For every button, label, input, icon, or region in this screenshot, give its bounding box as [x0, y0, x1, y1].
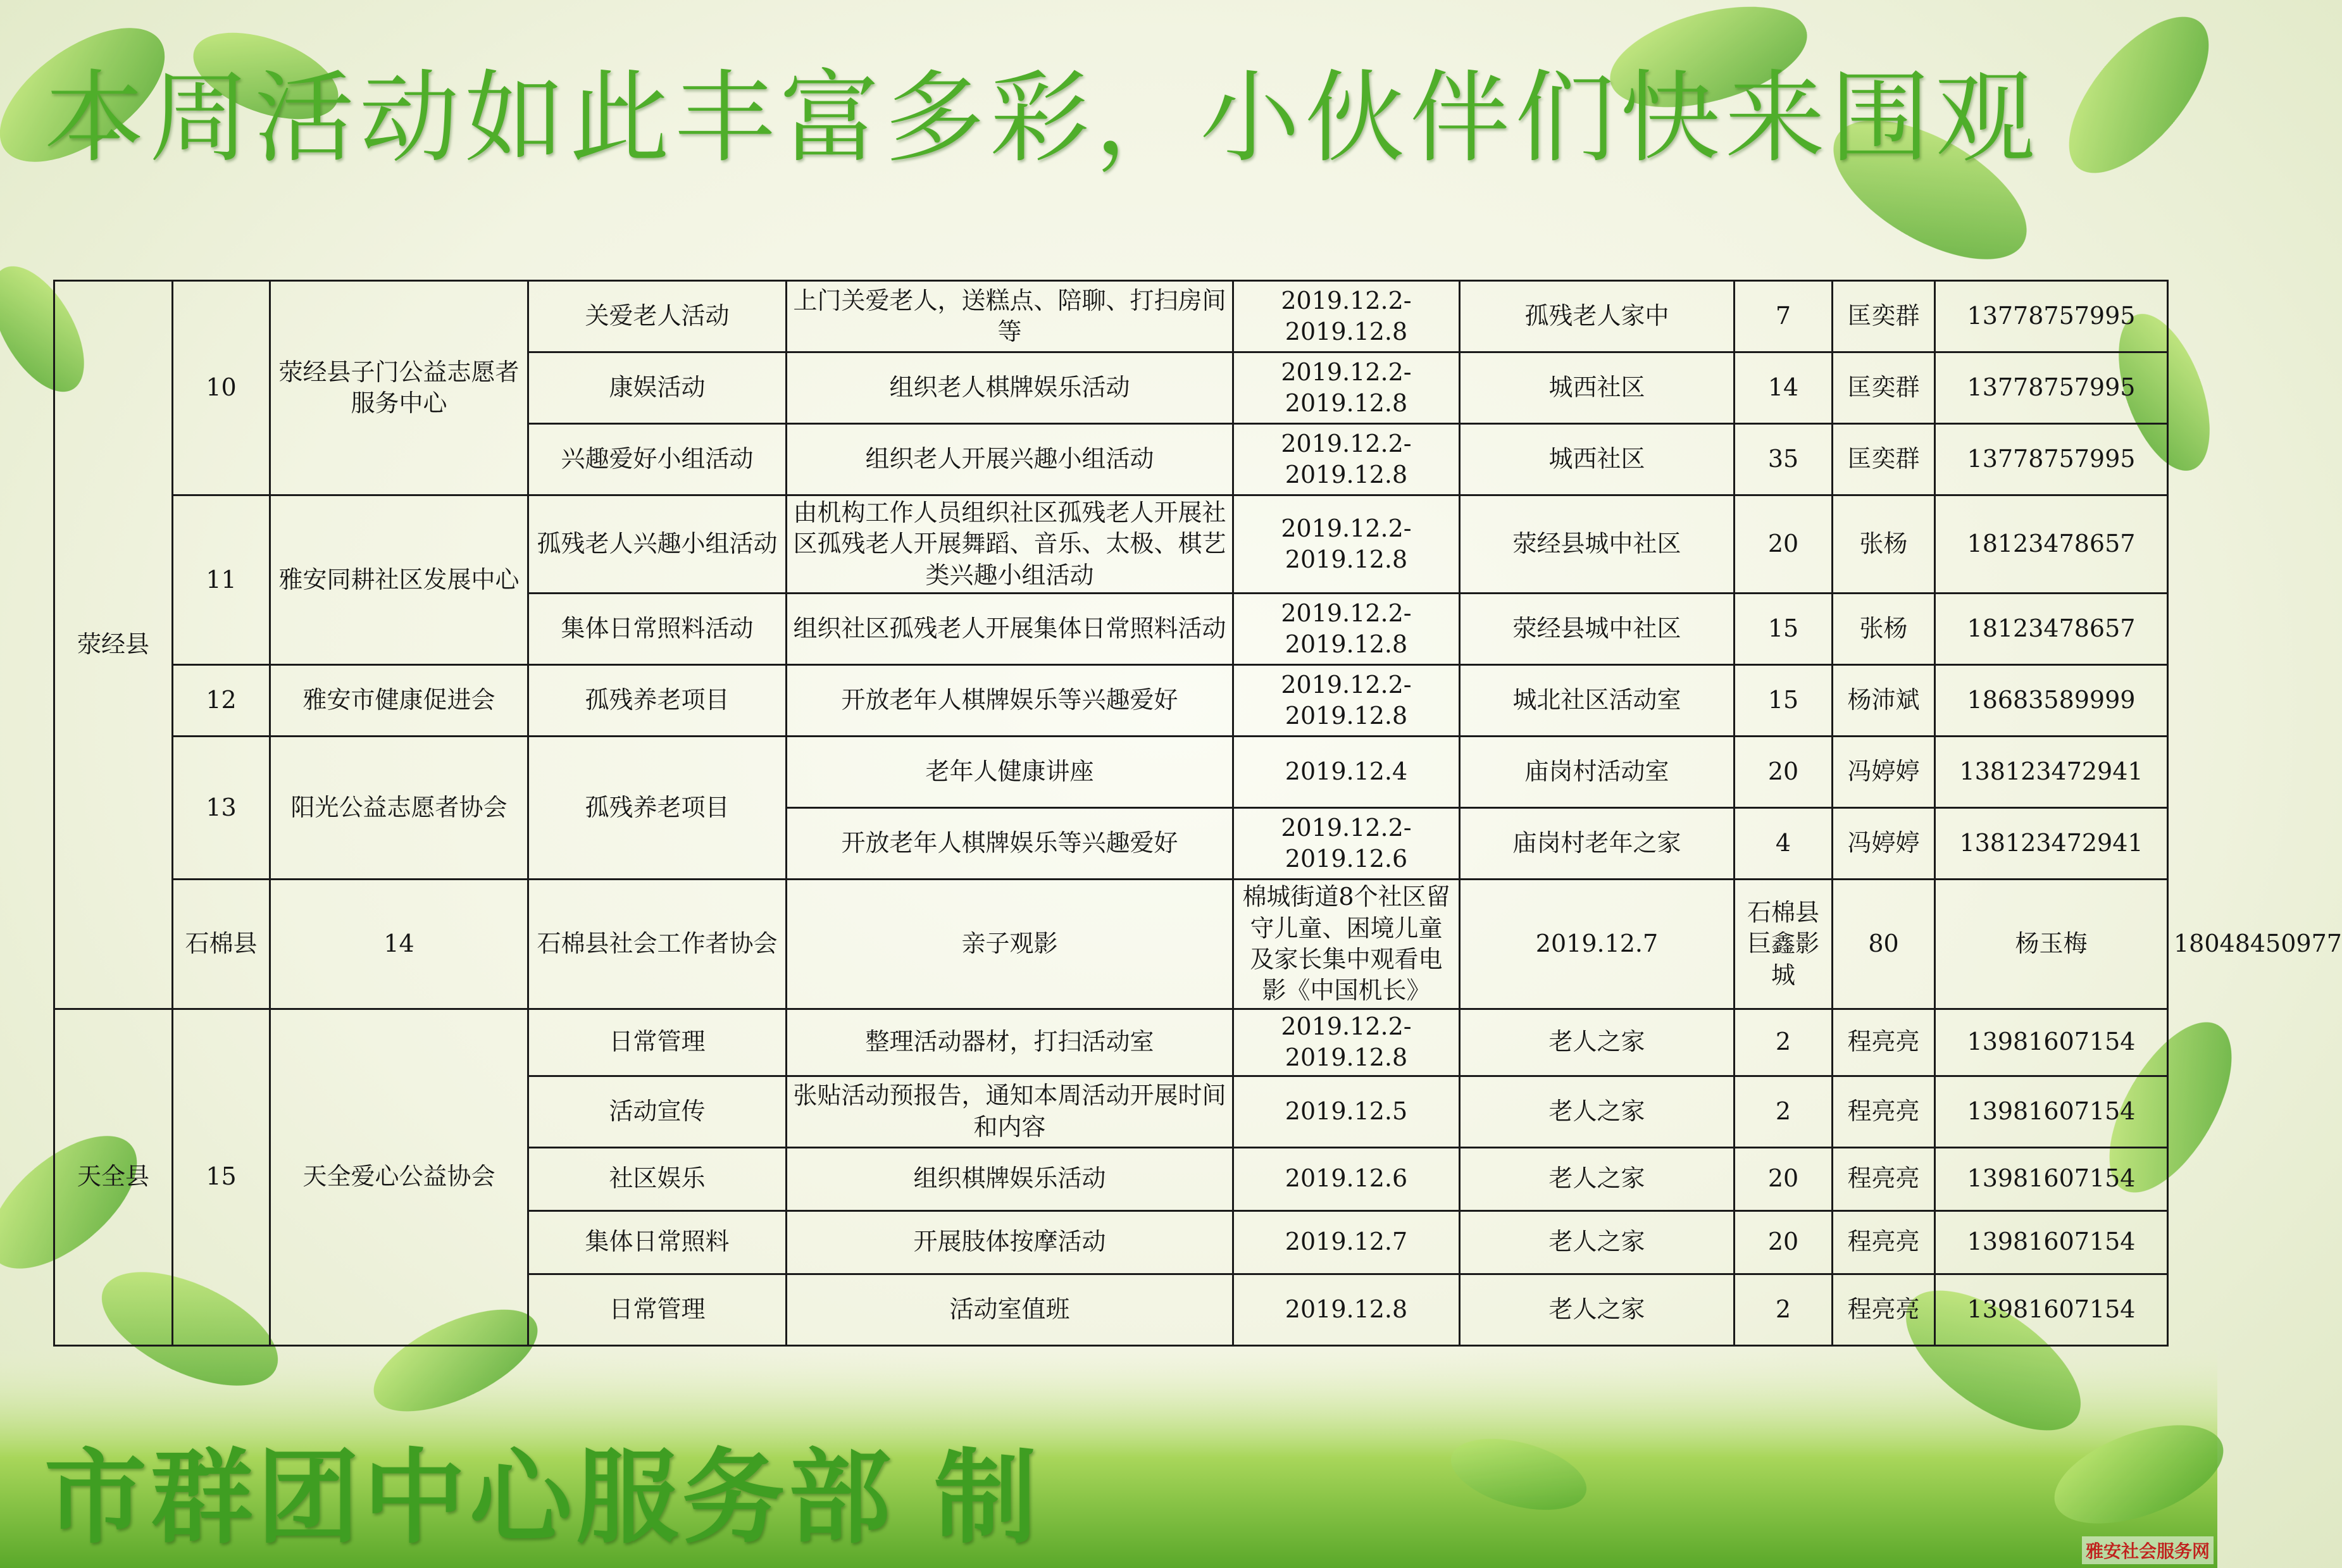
contact-person-cell: 张杨	[1833, 495, 1935, 594]
contact-person-cell: 匡奕群	[1833, 281, 1935, 352]
county-cell: 天全县	[54, 1009, 173, 1345]
contact-person-cell: 冯婷婷	[1833, 808, 1935, 880]
project-cell: 活动宣传	[528, 1076, 787, 1147]
participant-count-cell: 4	[1735, 808, 1833, 880]
date-cell: 2019.12.2-2019.12.8	[1233, 1009, 1460, 1076]
content-cell: 张贴活动预报告，通知本周活动开展时间和内容	[787, 1076, 1233, 1147]
project-cell: 兴趣爱好小组活动	[528, 424, 787, 495]
place-cell: 庙岗村老年之家	[1460, 808, 1735, 880]
contact-person-cell: 冯婷婷	[1833, 737, 1935, 808]
date-cell: 2019.12.8	[1233, 1274, 1460, 1345]
phone-cell: 13981607154	[1935, 1009, 2168, 1076]
content-cell: 棉城街道8个社区留守儿童、困境儿童及家长集中观看电影《中国机长》	[1233, 880, 1460, 1009]
contact-person-cell: 匡奕群	[1833, 352, 1935, 424]
project-cell: 康娱活动	[528, 352, 787, 424]
project-cell: 亲子观影	[787, 880, 1233, 1009]
contact-person-cell: 张杨	[1833, 594, 1935, 665]
organization-cell: 阳光公益志愿者协会	[270, 737, 528, 880]
organization-cell: 荥经县子门公益志愿者服务中心	[270, 281, 528, 495]
content-cell: 组织老人开展兴趣小组活动	[787, 424, 1233, 495]
project-cell: 日常管理	[528, 1009, 787, 1076]
contact-person-cell: 程亮亮	[1833, 1147, 1935, 1210]
content-cell: 活动室值班	[787, 1274, 1233, 1345]
table-row	[54, 281, 2168, 352]
activity-schedule-table	[53, 280, 2342, 1347]
contact-person-cell: 杨玉梅	[1935, 880, 2168, 1009]
participant-count-cell: 15	[1735, 665, 1833, 737]
place-cell: 老人之家	[1460, 1076, 1735, 1147]
project-cell: 日常管理	[528, 1274, 787, 1345]
content-cell: 老年人健康讲座	[787, 737, 1233, 808]
phone-cell: 138123472941	[1935, 808, 2168, 880]
project-cell: 集体日常照料活动	[528, 594, 787, 665]
date-cell: 2019.12.7	[1460, 880, 1735, 1009]
participant-count-cell: 2	[1735, 1274, 1833, 1345]
date-cell: 2019.12.5	[1233, 1076, 1460, 1147]
phone-cell: 13981607154	[1935, 1274, 2168, 1345]
contact-person-cell: 程亮亮	[1833, 1076, 1935, 1147]
phone-cell: 13981607154	[1935, 1147, 2168, 1210]
phone-cell: 13981607154	[1935, 1076, 2168, 1147]
table-row	[54, 1009, 2168, 1076]
content-cell: 上门关爱老人，送糕点、陪聊、打扫房间等	[787, 281, 1233, 352]
table-row	[54, 495, 2168, 594]
content-cell: 组织棋牌娱乐活动	[787, 1147, 1233, 1210]
table-row	[54, 665, 2168, 737]
phone-cell: 13778757995	[1935, 352, 2168, 424]
contact-person-cell: 程亮亮	[1833, 1274, 1935, 1345]
place-cell: 荥经县城中社区	[1460, 495, 1735, 594]
serial-number-cell: 10	[173, 281, 270, 495]
table-row: 石棉县 14 石棉县社会工作者协会 亲子观影 棉城街道8个社区留守儿童、困境儿童及家长集中观看电影《中国机长》 2019.12.7 石棉县巨鑫影城 80 杨玉梅 18048450977	[54, 880, 2168, 1009]
date-cell: 2019.12.7	[1233, 1210, 1460, 1274]
organization-cell: 雅安同耕社区发展中心	[270, 495, 528, 665]
project-cell: 孤残养老项目	[528, 665, 787, 737]
serial-number-cell: 11	[173, 495, 270, 665]
participant-count-cell: 7	[1735, 281, 1833, 352]
place-cell: 孤残老人家中	[1460, 281, 1735, 352]
project-cell: 社区娱乐	[528, 1147, 787, 1210]
contact-person-cell: 匡奕群	[1833, 424, 1935, 495]
table-row	[54, 737, 2168, 808]
participant-count-cell: 15	[1735, 594, 1833, 665]
date-cell: 2019.12.2-2019.12.8	[1233, 281, 1460, 352]
place-cell: 老人之家	[1460, 1147, 1735, 1210]
place-cell: 城西社区	[1460, 352, 1735, 424]
organization-cell: 雅安市健康促进会	[270, 665, 528, 737]
participant-count-cell: 20	[1735, 495, 1833, 594]
content-cell: 开放老年人棋牌娱乐等兴趣爱好	[787, 808, 1233, 880]
participant-count-cell: 80	[1833, 880, 1935, 1009]
place-cell: 老人之家	[1460, 1210, 1735, 1274]
place-cell: 石棉县巨鑫影城	[1735, 880, 1833, 1009]
phone-cell: 13981607154	[1935, 1210, 2168, 1274]
organization-cell: 石棉县社会工作者协会	[528, 880, 787, 1009]
place-cell: 老人之家	[1460, 1274, 1735, 1345]
phone-cell: 18683589999	[1935, 665, 2168, 737]
contact-person-cell: 程亮亮	[1833, 1210, 1935, 1274]
date-cell: 2019.12.2-2019.12.8	[1233, 665, 1460, 737]
date-cell: 2019.12.4	[1233, 737, 1460, 808]
phone-cell: 13778757995	[1935, 424, 2168, 495]
footer-credit: 市群团中心服务部 制	[44, 1439, 1041, 1558]
date-cell: 2019.12.6	[1233, 1147, 1460, 1210]
serial-number-cell: 15	[173, 1009, 270, 1345]
content-cell: 组织社区孤残老人开展集体日常照料活动	[787, 594, 1233, 665]
contact-person-cell: 杨沛斌	[1833, 665, 1935, 737]
participant-count-cell: 20	[1735, 737, 1833, 808]
phone-cell: 18123478657	[1935, 495, 2168, 594]
project-cell: 关爱老人活动	[528, 281, 787, 352]
date-cell: 2019.12.2-2019.12.8	[1233, 495, 1460, 594]
participant-count-cell: 20	[1735, 1210, 1833, 1274]
content-cell: 由机构工作人员组织社区孤残老人开展社区孤残老人开展舞蹈、音乐、太极、棋艺类兴趣小组活动	[787, 495, 1233, 594]
participant-count-cell: 2	[1735, 1076, 1833, 1147]
participant-count-cell: 35	[1735, 424, 1833, 495]
leaf	[2044, 0, 2234, 196]
serial-number-cell: 12	[173, 665, 270, 737]
place-cell: 老人之家	[1460, 1009, 1735, 1076]
date-cell: 2019.12.2-2019.12.8	[1233, 594, 1460, 665]
place-cell: 庙岗村活动室	[1460, 737, 1735, 808]
content-cell: 组织老人棋牌娱乐活动	[787, 352, 1233, 424]
date-cell: 2019.12.2-2019.12.8	[1233, 424, 1460, 495]
date-cell: 2019.12.2-2019.12.8	[1233, 352, 1460, 424]
county-cell: 荥经县	[54, 281, 173, 1009]
phone-cell: 138123472941	[1935, 737, 2168, 808]
participant-count-cell: 2	[1735, 1009, 1833, 1076]
phone-cell: 13778757995	[1935, 281, 2168, 352]
date-cell: 2019.12.2-2019.12.6	[1233, 808, 1460, 880]
place-cell: 城北社区活动室	[1460, 665, 1735, 737]
project-cell: 孤残老人兴趣小组活动	[528, 495, 787, 594]
organization-cell: 天全爱心公益协会	[270, 1009, 528, 1345]
project-cell: 孤残养老项目	[528, 737, 787, 880]
phone-cell: 18123478657	[1935, 594, 2168, 665]
place-cell: 荥经县城中社区	[1460, 594, 1735, 665]
content-cell: 整理活动器材，打扫活动室	[787, 1009, 1233, 1076]
serial-number-cell: 14	[270, 880, 528, 1009]
poster-title: 本周活动如此丰富多彩，小伙伴们快来围观	[44, 60, 2040, 177]
place-cell: 城西社区	[1460, 424, 1735, 495]
project-cell: 集体日常照料	[528, 1210, 787, 1274]
participant-count-cell: 20	[1735, 1147, 1833, 1210]
site-watermark: 雅安社会服务网	[2082, 1536, 2214, 1564]
county-cell: 石棉县	[173, 880, 270, 1009]
content-cell: 开展肢体按摩活动	[787, 1210, 1233, 1274]
serial-number-cell: 13	[173, 737, 270, 880]
contact-person-cell: 程亮亮	[1833, 1009, 1935, 1076]
participant-count-cell: 14	[1735, 352, 1833, 424]
content-cell: 开放老年人棋牌娱乐等兴趣爱好	[787, 665, 1233, 737]
